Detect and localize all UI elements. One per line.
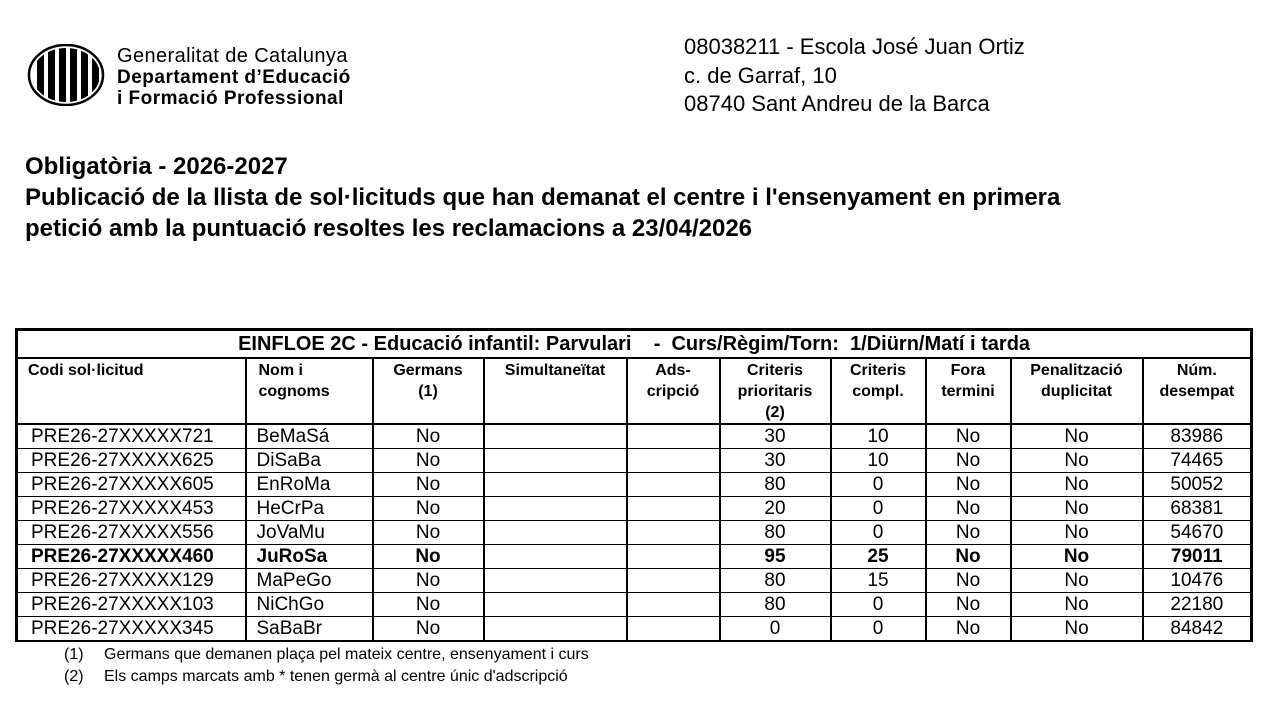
cell-germans: No	[373, 569, 484, 593]
cell-criteris-prioritaris: 80	[720, 473, 831, 497]
cell-germans: No	[373, 424, 484, 449]
cell-fora-termini: No	[926, 593, 1011, 617]
cell-nom: BeMaSá	[246, 424, 373, 449]
cell-penalitzacio: No	[1011, 473, 1143, 497]
cell-fora-termini: No	[926, 545, 1011, 569]
footnote-2-text: Els camps marcats amb * tenen germà al centre únic d'adscripció	[104, 668, 568, 685]
cell-fora-termini: No	[926, 497, 1011, 521]
cell-nom: HeCrPa	[246, 497, 373, 521]
applications-table	[15, 328, 1250, 642]
school-street: c. de Garraf, 10	[684, 62, 837, 88]
cell-germans: No	[373, 497, 484, 521]
col-header-penalitzacio: Penalització duplicitat	[1011, 358, 1143, 424]
cell-codi: PRE26-27XXXXX721	[17, 424, 246, 449]
col-header-adscripcio: Ads- cripció	[627, 358, 720, 424]
organization-name	[117, 46, 351, 109]
cell-germans: No	[373, 545, 484, 569]
table-row	[17, 497, 1252, 521]
cell-adscripcio	[627, 569, 720, 593]
cell-simultaneitat	[484, 545, 627, 569]
cell-desempat: 74465	[1143, 449, 1252, 473]
table-body	[17, 424, 1252, 641]
cell-adscripcio	[627, 521, 720, 545]
table-row	[17, 569, 1252, 593]
cell-fora-termini: No	[926, 617, 1011, 642]
cell-adscripcio	[627, 497, 720, 521]
cell-codi: PRE26-27XXXXX556	[17, 521, 246, 545]
cell-codi: PRE26-27XXXXX625	[17, 449, 246, 473]
cell-adscripcio	[627, 545, 720, 569]
footnote-1-number: (1)	[64, 646, 84, 663]
cell-fora-termini: No	[926, 473, 1011, 497]
cell-desempat: 68381	[1143, 497, 1252, 521]
org-line-1: Generalitat de Catalunya	[117, 45, 348, 67]
cell-simultaneitat	[484, 617, 627, 642]
cell-codi: PRE26-27XXXXX129	[17, 569, 246, 593]
cell-adscripcio	[627, 473, 720, 497]
cell-penalitzacio: No	[1011, 545, 1143, 569]
cell-nom: JoVaMu	[246, 521, 373, 545]
generalitat-logo	[27, 44, 105, 106]
cell-germans: No	[373, 593, 484, 617]
cell-penalitzacio: No	[1011, 424, 1143, 449]
cell-germans: No	[373, 473, 484, 497]
table-row	[17, 617, 1252, 642]
cell-criteris-compl: 0	[831, 593, 926, 617]
cell-criteris-compl: 0	[831, 617, 926, 642]
cell-adscripcio	[627, 424, 720, 449]
cell-germans: No	[373, 617, 484, 642]
cell-fora-termini: No	[926, 424, 1011, 449]
col-header-criteris-compl: Criteris compl.	[831, 358, 926, 424]
cell-criteris-prioritaris: 20	[720, 497, 831, 521]
org-line-3: i Formació Professional	[117, 88, 344, 109]
cell-criteris-compl: 15	[831, 569, 926, 593]
cell-criteris-compl: 0	[831, 521, 926, 545]
cell-criteris-prioritaris: 95	[720, 545, 831, 569]
cell-codi: PRE26-27XXXXX460	[17, 545, 246, 569]
title-line-1: Obligatòria - 2026-2027	[25, 153, 288, 180]
cell-nom: EnRoMa	[246, 473, 373, 497]
cell-desempat: 10476	[1143, 569, 1252, 593]
school-address	[684, 33, 1025, 119]
col-header-criteris-prioritaris: Criteris prioritaris (2)	[720, 358, 831, 424]
cell-fora-termini: No	[926, 569, 1011, 593]
cell-germans: No	[373, 521, 484, 545]
footnote-2	[64, 666, 589, 688]
cell-simultaneitat	[484, 521, 627, 545]
cell-codi: PRE26-27XXXXX453	[17, 497, 246, 521]
cell-criteris-prioritaris: 30	[720, 424, 831, 449]
cell-fora-termini: No	[926, 521, 1011, 545]
col-header-simultaneitat: Simultaneïtat	[484, 358, 627, 424]
cell-nom: DiSaBa	[246, 449, 373, 473]
cell-penalitzacio: No	[1011, 593, 1143, 617]
footnotes	[64, 644, 589, 688]
cell-adscripcio	[627, 617, 720, 642]
school-city: 08740 Sant Andreu de la Barca	[684, 91, 990, 116]
school-name: 08038211 - Escola José Juan Ortiz	[684, 34, 1025, 59]
cell-desempat: 79011	[1143, 545, 1252, 569]
cell-criteris-prioritaris: 0	[720, 617, 831, 642]
cell-simultaneitat	[484, 569, 627, 593]
cell-codi: PRE26-27XXXXX345	[17, 617, 246, 642]
cell-criteris-compl: 10	[831, 449, 926, 473]
table-row	[17, 449, 1252, 473]
col-header-germans: Germans (1)	[373, 358, 484, 424]
table-row	[17, 593, 1252, 617]
document-title	[25, 151, 1060, 244]
cell-desempat: 83986	[1143, 424, 1252, 449]
cell-nom: SaBaBr	[246, 617, 373, 642]
footnote-2-number: (2)	[64, 668, 84, 685]
cell-nom: JuRoSa	[246, 545, 373, 569]
cell-nom: NiChGo	[246, 593, 373, 617]
cell-codi: PRE26-27XXXXX605	[17, 473, 246, 497]
cell-penalitzacio: No	[1011, 497, 1143, 521]
cell-penalitzacio: No	[1011, 617, 1143, 642]
footnote-1-text: Germans que demanen plaça pel mateix centre, ensenyament i curs	[104, 646, 589, 663]
cell-simultaneitat	[484, 424, 627, 449]
cell-codi: PRE26-27XXXXX103	[17, 593, 246, 617]
col-header-fora-termini: Fora termini	[926, 358, 1011, 424]
col-header-nom: Nom i cognoms	[246, 358, 373, 424]
org-line-2: Departament d’Educació	[117, 67, 351, 88]
cell-fora-termini: No	[926, 449, 1011, 473]
col-header-codi: Codi sol·licitud	[17, 358, 246, 424]
cell-adscripcio	[627, 593, 720, 617]
table-row	[17, 473, 1252, 497]
cell-criteris-prioritaris: 30	[720, 449, 831, 473]
cell-criteris-prioritaris: 80	[720, 521, 831, 545]
title-line-3: petició amb la puntuació resoltes les reclamacions a 23/04/2026	[25, 215, 753, 242]
cell-simultaneitat	[484, 497, 627, 521]
cell-penalitzacio: No	[1011, 569, 1143, 593]
cell-criteris-compl: 0	[831, 497, 926, 521]
cell-nom: MaPeGo	[246, 569, 373, 593]
cell-simultaneitat	[484, 449, 627, 473]
footnote-1	[64, 644, 589, 666]
table-row	[17, 424, 1252, 449]
table-row	[17, 545, 1252, 569]
table-row	[17, 521, 1252, 545]
cell-criteris-compl: 10	[831, 424, 926, 449]
cell-germans: No	[373, 449, 484, 473]
cell-adscripcio	[627, 449, 720, 473]
cell-desempat: 54670	[1143, 521, 1252, 545]
cell-criteris-compl: 25	[831, 545, 926, 569]
cell-penalitzacio: No	[1011, 521, 1143, 545]
cell-desempat: 84842	[1143, 617, 1252, 642]
cell-criteris-compl: 0	[831, 473, 926, 497]
cell-desempat: 22180	[1143, 593, 1252, 617]
cell-penalitzacio: No	[1011, 449, 1143, 473]
cell-simultaneitat	[484, 593, 627, 617]
col-header-desempat: Núm. desempat	[1143, 358, 1252, 424]
cell-criteris-prioritaris: 80	[720, 593, 831, 617]
cell-criteris-prioritaris: 80	[720, 569, 831, 593]
title-line-2: Publicació de la llista de sol·licituds que han demanat el centre i l'ensenyament en primera	[25, 184, 1061, 211]
table-caption: EINFLOE 2C - Educació infantil: Parvulari - Curs/Règim/Torn: 1/Diürn/Matí i tarda	[17, 330, 1252, 359]
cell-desempat: 50052	[1143, 473, 1252, 497]
cell-simultaneitat	[484, 473, 627, 497]
